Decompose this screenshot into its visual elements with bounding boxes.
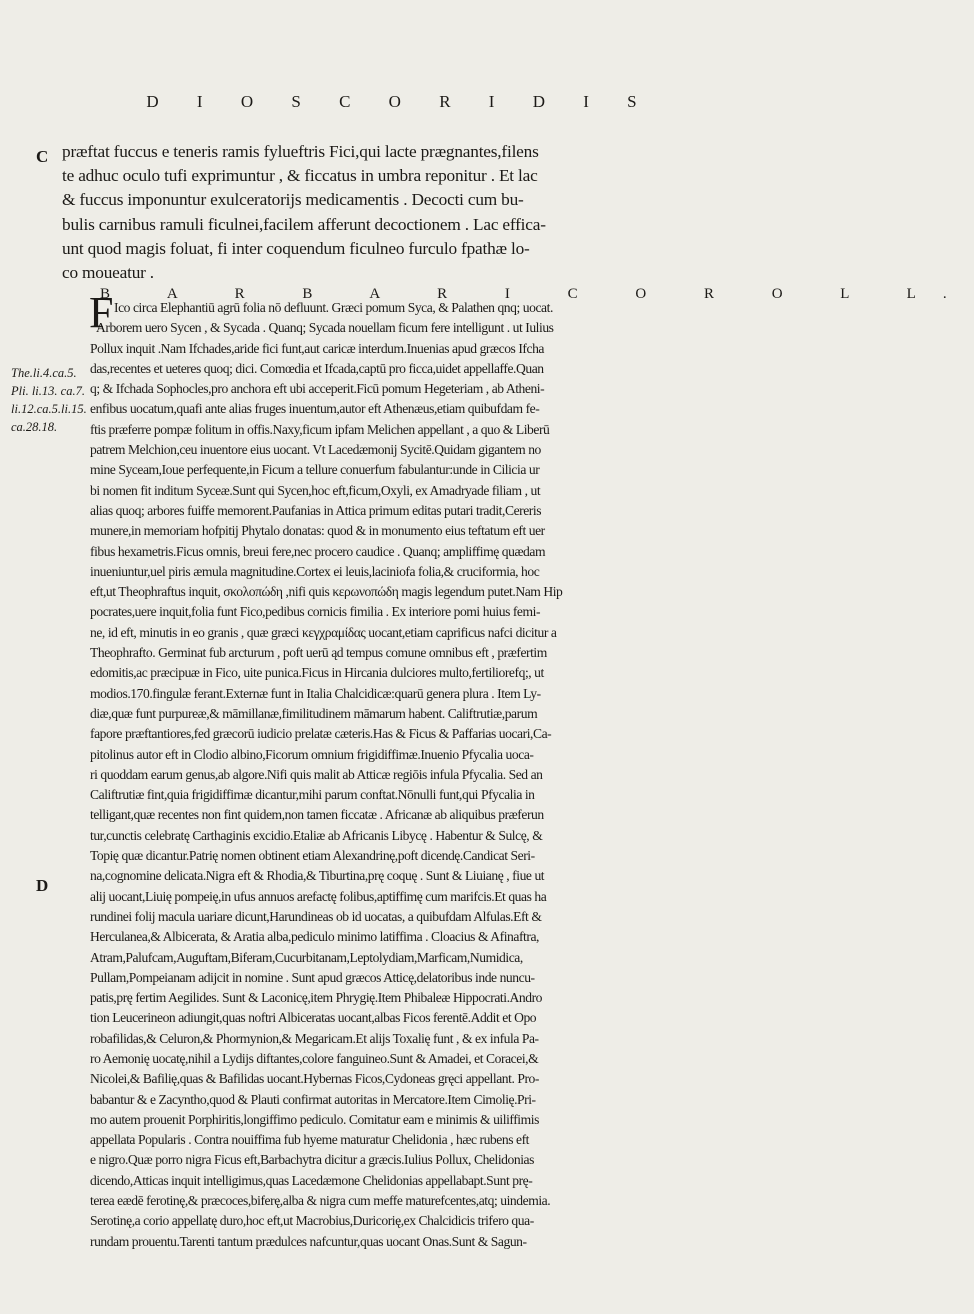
text-line: diæ,quæ funt purpureæ,& māmillanæ,fimilitudinem māmarum habent. Califtrutiæ,parum [90, 705, 538, 721]
text-line: patrem Melchion,ceu inuentore eius uocant. Vt Lacedæmonij Sycitē.Quidam gigantem no [90, 442, 541, 458]
text-line: inueniuntur,uel piris æmula magnitudine.Cortex ei leuis,laciniofa folia,& cruciformia, hoc [90, 563, 540, 579]
text-line: ro Aemonię uocatę,nihil a Lydijs diftantes,colore fanguineo.Sunt & Amadei, et Coracei,& [90, 1050, 539, 1066]
text-line: robafilidas,& Celuron,& Phormynion,& Megaricam.Et alijs Toxalię funt , & ex infula Pa- [90, 1030, 539, 1046]
text-line: patis,prę fertim Aegilides. Sunt & Laconicę,item Phrygię.Item Phibaleæ Hippocrati.Andro [90, 990, 543, 1006]
text-line: enfibus uocatum,quafi ante alias fruges inuentum,autor eft Athenæus,etiam quibufdam fe- [90, 401, 540, 417]
text-line: tur,cunctis celebratę Carthaginis excidio.Etaliæ ab Africanis Libycę . Habentur & Sulcę, & [90, 827, 543, 843]
drop-cap: F [89, 288, 114, 337]
text-line: Califtrutiæ fint,quia frigidiffimæ dicantur,mihi parum conftat.Nōnulli funt,qui Pfycalia in [90, 787, 535, 803]
text-line: fibus hexametris.Ficus omnis, breui fere,nec procero caudice . Quanq; ampliffimę quædam [90, 543, 546, 559]
text-line: Topię quæ dicantur.Patrię nomen obtinent etiam Alexandrinę,poft dicendę.Candicat Seri- [90, 848, 535, 864]
text-line: bulis carnibus ramuli ficulnei,facilem afferunt decoctionem . Lac effica- [62, 214, 546, 234]
text-line: dicendo,Atticas inquit intelligimus,quas Lacedæmone Chelidonias appellabapt.Sunt prę- [90, 1172, 533, 1188]
text-line: pocrates,uere inquit,folia funt Fico,pedibus cornicis fimilia . Ex interiore pomi huius femi- [90, 604, 541, 620]
text-line: rundam prouentu.Tarenti tantum prædulces nafcuntur,quas uocant Onas.Sunt & Sagun- [90, 1233, 527, 1249]
text-line: mo autem prouenit Porphiritis,longiffimo pediculo. Comitatur eam e minimis & uiliffimis [90, 1111, 539, 1127]
margin-note: Pli. li.13. ca.7. [11, 384, 85, 398]
text-line: ri quoddam earum genus,ab algore.Nifi quis malit ab Atticæ regiōis infula Pfycalia. Sed an [90, 766, 543, 782]
text-line: ne, id eft, minutis in eo granis , quæ græci κεγχραμίδας uocant,etiam caprificus nafci dicitur a [90, 624, 557, 640]
text-line: Arborem uero Sycen , & Sycada . Quanq; Sycada nouellam ficum fere intelligunt . ut Iulius [96, 320, 554, 336]
margin-note: ca.28.18. [11, 420, 58, 434]
margin-letter-c: C [36, 147, 49, 166]
margin-note: li.12.ca.5.li.15. [11, 402, 87, 416]
text-line: unt quod magis foluat, fi inter coquendum ficulneo furculo fpathæ lo- [62, 238, 530, 258]
text-line: pitolinus autor eft in Clodio albino,Ficorum omnium frigidiffimæ.Inuenio Pfycalia uoca- [90, 746, 534, 762]
top-paragraph [62, 140, 795, 285]
text-line: Nicolei,& Bafilię,quas & Bafilidas uocant.Hybernas Ficos,Cydoneas gręci appellant. Pro- [90, 1071, 539, 1087]
text-line: modios.170.fingulæ ferant.Externæ funt in Italia Chalcidicæ:quarū genera plura . Item Ly- [90, 685, 541, 701]
text-line: Theophrafto. Germinat fub arcturum , poft uerū ąd tempus comune omnibus eft , præfertim [90, 645, 547, 661]
text-line: eft,ut Theophraftus inquit, σκολοπώδη ,nifi quis κερωνοπώδη magis legendum putet.Nam Hip [90, 584, 563, 600]
text-line: mine Syceam,Ioue perfequente,in Ficum a tellure conuerfum fabulantur:unde in Cilicia ur [90, 462, 540, 478]
text-line: das,recentes et ueteres quoq; dici. Comœdia et Ifcada,captū pro ficca,uidet appellaffe.Quan [90, 360, 544, 376]
text-line: Ico circa Elephantiū agrū folia nō defluunt. Græci pomum Syca, & Palathen qnq; uocat. [114, 300, 553, 315]
text-line: alij uocant,Liuię pompeię,in ufus annuos arefactę folibus,aptiffimę cum marifcis.Et quas ha [90, 888, 547, 904]
commentary-text [90, 298, 795, 1272]
text-line: ftis præferre pompæ folitum in offis.Naxy,ficum ipfam Melichen appellant , a quo & Liberū [90, 421, 550, 437]
text-line: babantur & e Zacyntho,quod & Plauti confirmat autoritas in Mercatore.Item Cimolię.Pri- [90, 1091, 536, 1107]
text-line: & fuccus imponuntur exulceratorijs medicamentis . Decocti cum bu- [62, 190, 524, 210]
text-line: alias quoq; arbores fuiffe memorent.Paufanias in Attica primum editas putari tradit,Cereris [90, 502, 542, 518]
text-line: q; & Ifchada Sophocles,pro anchora eft ubi acceperit.Ficū pomum Hegeteriam , ab Atheni- [90, 381, 545, 397]
text-line: Pullam,Pompeianam adijcit in nomine . Sunt apud græcos Atticę,delatoribus inde nuncu- [90, 969, 535, 985]
text-line: telligant,quæ recentes non fint quidem,non tamen ficcatæ . Africanæ ab aliquibus præferun [90, 807, 544, 823]
text-line: te adhuc oculo tufi exprimuntur , & ficcatus in umbra reponitur . Et lac [62, 166, 538, 186]
text-line: munere,in memoriam hofpitij Phytalo donatas: quod & in monumento eius teftatum eft uer [90, 523, 545, 539]
text-line: præftat fuccus e teneris ramis fylueftris Fici,qui lacte prægnantes,filens [62, 142, 539, 161]
margin-letter-d: D [36, 876, 49, 895]
text-line: na,cognomine delicata.Nigra eft & Rhodia,& Tiburtina,prę coquę . Sunt & Liuianę , fiue ut [90, 868, 545, 884]
text-line: terea eædē ferotinę,& præcoces,biferę,alba & nigra cum meffe maturefcentes,atq; uindemia. [90, 1193, 551, 1209]
text-line: co moueatur . [62, 262, 154, 282]
margin-notes [11, 364, 99, 436]
margin-note: The.li.4.ca.5. [11, 366, 77, 380]
text-line: rundinei folij macula uariare dicunt,Harundineas ob id uocatas, a quibufdam Alfulas.Eft & [90, 908, 542, 924]
text-line: bi nomen fit inditum Syceæ.Sunt qui Sycen,hoc eft,ficum,Oxyli, ex Amadryade filiam , ut [90, 482, 541, 498]
text-line: e nigro.Quæ porro nigra Ficus eft,Barbachytra dicitur a græcis.Iulius Pollux, Chelidonias [90, 1152, 534, 1168]
text-line: fapore præftantiores,fed græcorū iudicio prelatæ cæteris.Has & Ficus & Paffarias uocari,Ca- [90, 726, 552, 742]
text-line: tion Leucerineon adiungit,quas noftri Albiceratas uocant,albas Ficos ferentē.Addit et Opo [90, 1010, 537, 1026]
text-line: Pollux inquit .Nam Ifchades,aride fici funt,aut caricæ interdum.Inuenias apud græcos Ifcha [90, 340, 545, 356]
text-line: Serotinę,a corio appellatę duro,hoc eft,ut Macrobius,Duricorię,ex Chalcidicis trifero qua- [90, 1213, 534, 1229]
text-line [90, 1252, 795, 1272]
text-line: edomitis,ac præcipuæ in Fico, uite punica.Ficus in Hircania dulciores multo,fertiliorefq;, ut [90, 665, 544, 681]
text-line: Herculanea,& Albicerata, & Aratia alba,pediculo minimo latiffima . Cloacius & Afinaftra, [90, 929, 539, 945]
text-line: Atram,Palufcam,Auguftam,Biferam,Cucurbitanam,Leptolydiam,Marficam,Numidica, [90, 949, 523, 965]
section-heading: B A R B A R I C O R O L L. [100, 286, 974, 302]
running-head: D I O S C O R I D I S [146, 92, 654, 111]
text-line: appellata Popularis . Contra nouiffima fub hyeme maturatur Chelidonia , hæc rubens eft [90, 1132, 529, 1148]
